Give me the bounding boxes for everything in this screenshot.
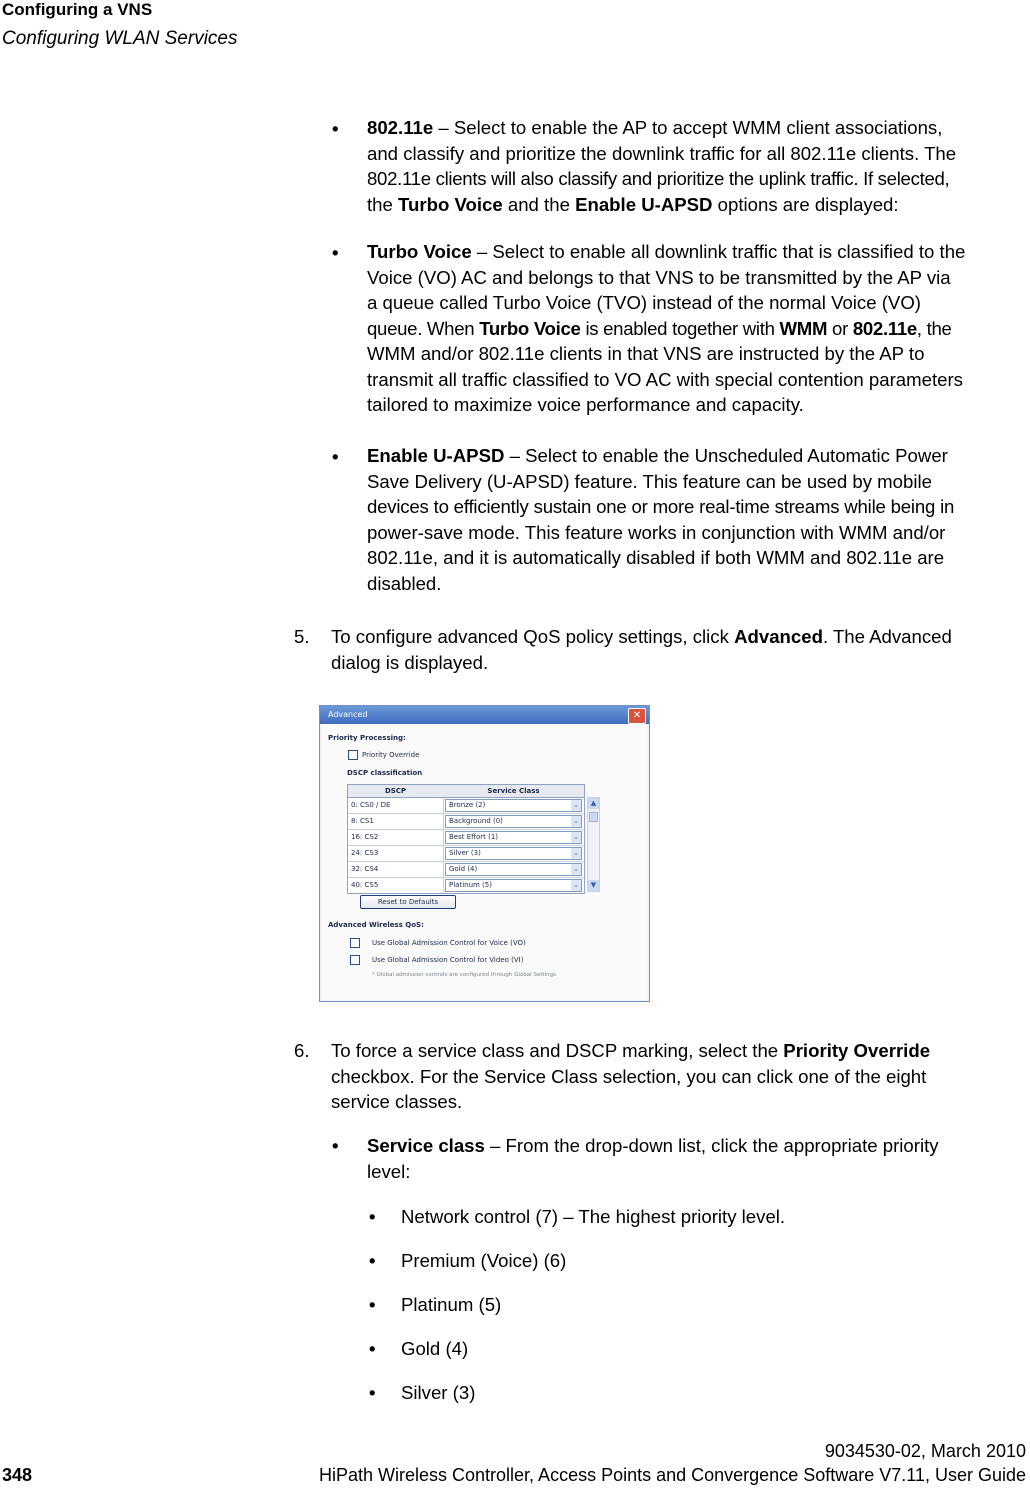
list-item-text: Platinum (5) — [401, 1294, 502, 1315]
dscp-classification-label: DSCP classification — [347, 769, 423, 777]
term-80211e: 802.11e — [852, 317, 917, 339]
text: or — [827, 317, 853, 339]
list-item-text: Premium (Voice) (6) — [401, 1250, 567, 1271]
video-admission-checkbox[interactable] — [350, 955, 360, 965]
table-header — [348, 785, 584, 798]
paragraph-service-class — [367, 1133, 1027, 1184]
dialog-titlebar — [320, 706, 649, 724]
service-class-value: Gold (4) — [449, 865, 478, 873]
service-class-value: Bronze (2) — [449, 801, 486, 809]
list-item-text: Network control (7) – The highest priority level. — [401, 1206, 786, 1227]
table-scrollbar[interactable] — [587, 797, 600, 892]
text: service classes. — [331, 1091, 463, 1112]
text: . The Advanced — [822, 626, 952, 647]
bullet-mark: • — [332, 242, 339, 263]
paragraph-enable-uapsd — [367, 443, 1027, 596]
text: Voice (VO) AC and belongs to that VNS to be transmitted by the AP via — [367, 266, 951, 288]
table-row — [348, 846, 584, 862]
col-service-class: Service Class — [487, 787, 540, 795]
dialog-body — [322, 724, 647, 1000]
bullet-mark: • — [369, 1206, 376, 1227]
bullet-mark: • — [332, 118, 339, 139]
chevron-down-icon[interactable]: ⌄ — [571, 832, 581, 843]
service-class-select[interactable] — [445, 799, 582, 812]
dscp-value: 16: CS2 — [348, 830, 444, 845]
term-advanced: Advanced — [734, 626, 823, 647]
service-class-value: Platinum (5) — [449, 881, 492, 889]
text: tailored to maximize voice performance and capacity. — [367, 394, 804, 415]
term-service-class: Service class — [367, 1135, 485, 1156]
voice-admission-label: Use Global Admission Control for Voice (VO) — [372, 939, 526, 947]
global-settings-note: * Global admission controls are configured through Global Settings — [372, 972, 557, 978]
text: Save Delivery (U-APSD) feature. This feature can be used by mobile — [367, 470, 932, 492]
text: – Select to enable all downlink traffic that is classified to the — [471, 241, 966, 262]
step-number: 6. — [294, 1040, 310, 1061]
video-admission-label: Use Global Admission Control for Video (VI) — [372, 956, 524, 964]
service-class-value: Silver (3) — [449, 849, 481, 857]
term-turbo-voice: Turbo Voice — [367, 241, 472, 262]
table-row — [348, 798, 584, 814]
text: – Select to enable the Unscheduled Automatic Power — [504, 445, 948, 466]
service-class-select[interactable] — [445, 815, 582, 828]
text: is enabled together with — [580, 317, 780, 339]
priority-override-label: Priority Override — [362, 751, 420, 759]
scroll-down-icon[interactable]: ▼ — [588, 880, 599, 891]
chevron-down-icon[interactable]: ⌄ — [571, 848, 581, 859]
list-item-text: Gold (4) — [401, 1338, 469, 1359]
step-number: 5. — [294, 626, 310, 647]
text: – Select to enable the AP to accept WMM client associations, — [433, 117, 943, 138]
text: queue. When — [367, 317, 480, 339]
priority-processing-label: Priority Processing: — [328, 734, 406, 742]
table-row — [348, 862, 584, 878]
advanced-wireless-qos-label: Advanced Wireless QoS: — [328, 921, 424, 929]
table-row — [348, 830, 584, 846]
text: transmit all traffic classified to VO AC with special contention parameters — [367, 368, 963, 390]
step-6-text — [331, 1038, 1027, 1115]
col-dscp: DSCP — [384, 787, 407, 795]
chevron-down-icon[interactable]: ⌄ — [571, 880, 581, 891]
text: and classify and prioritize the downlink traffic for all 802.11e clients. The — [367, 142, 957, 164]
voice-admission-checkbox[interactable] — [350, 938, 360, 948]
text: the — [367, 193, 399, 215]
text: level: — [367, 1160, 411, 1182]
chapter-title: Configuring a VNS — [2, 0, 153, 19]
paragraph-turbo-voice — [367, 239, 1027, 418]
bullet-mark: • — [369, 1338, 376, 1359]
text: devices to efficiently sustain one or more real-time streams while being in — [367, 496, 955, 517]
term-turbo-voice: Turbo Voice — [398, 193, 503, 215]
table-row — [348, 814, 584, 830]
term-enable-uapsd: Enable U-APSD — [575, 193, 713, 215]
dscp-table — [347, 784, 585, 894]
service-class-value: Background (0) — [449, 817, 503, 825]
chevron-down-icon[interactable]: ⌄ — [571, 864, 581, 875]
guide-title: HiPath Wireless Controller, Access Points and Convergence Software V7.11, User Guide — [318, 1465, 1026, 1485]
text: To configure advanced QoS policy settings, click — [331, 626, 735, 647]
term-turbo-voice: Turbo Voice — [479, 317, 581, 339]
text: dialog is displayed. — [331, 651, 489, 673]
service-class-select[interactable] — [445, 863, 582, 876]
section-subtitle: Configuring WLAN Services — [2, 28, 238, 49]
bullet-mark: • — [369, 1294, 376, 1315]
text: , the — [916, 317, 952, 339]
term-wmm: WMM — [779, 317, 828, 339]
text: 802.11e, and it is automatically disabled if both WMM and 802.11e are — [367, 547, 945, 568]
reset-to-defaults-button[interactable]: Reset to Defaults — [360, 895, 456, 909]
chevron-down-icon[interactable]: ⌄ — [571, 816, 581, 827]
text: disabled. — [367, 572, 442, 594]
step-5-text — [331, 624, 1027, 675]
bullet-mark: • — [332, 1135, 339, 1156]
text: power-save mode. This feature works in conjunction with WMM and/or — [367, 521, 946, 543]
service-class-select[interactable] — [445, 847, 582, 860]
text: To force a service class and DSCP marking, select the — [331, 1040, 784, 1061]
bullet-mark: • — [369, 1250, 376, 1271]
scroll-thumb[interactable] — [589, 812, 598, 822]
bullet-mark: • — [369, 1382, 376, 1403]
dscp-value: 24: CS3 — [348, 846, 444, 861]
text: a queue called Turbo Voice (TVO) instead of the normal Voice (VO) — [367, 292, 921, 313]
text: and the — [502, 193, 576, 215]
text: options are displayed: — [712, 193, 899, 215]
service-class-select[interactable] — [445, 879, 582, 892]
service-class-value: Best Effort (1) — [449, 833, 499, 841]
priority-override-checkbox[interactable] — [348, 750, 358, 760]
term-enable-uapsd: Enable U-APSD — [367, 445, 505, 466]
service-class-select[interactable] — [445, 831, 582, 844]
list-item-text: Silver (3) — [401, 1382, 476, 1403]
table-row — [348, 878, 584, 893]
dscp-value: 0: CS0 / DE — [348, 798, 444, 813]
bullet-mark: • — [332, 446, 339, 467]
text: 802.11e clients will also classify and prioritize the uplink traffic. If selected, — [367, 168, 950, 189]
close-icon[interactable]: ✕ — [628, 708, 646, 724]
advanced-dialog — [319, 705, 650, 1002]
term-priority-override: Priority Override — [783, 1040, 931, 1061]
chevron-down-icon[interactable]: ⌄ — [571, 800, 581, 811]
paragraph-80211e — [367, 115, 1027, 217]
text: – From the drop-down list, click the appropriate priority — [484, 1135, 939, 1156]
text: checkbox. For the Service Class selection, you can click one of the eight — [331, 1065, 927, 1087]
text: WMM and/or 802.11e clients in that VNS are instructed by the AP to — [367, 343, 925, 364]
dialog-title: Advanced — [328, 710, 368, 719]
dscp-value: 40: CS5 — [348, 878, 444, 893]
scroll-up-icon[interactable]: ▲ — [588, 798, 599, 809]
page-number: 348 — [2, 1465, 33, 1485]
doc-id: 9034530-02, March 2010 — [824, 1441, 1026, 1461]
dscp-value: 8: CS1 — [348, 814, 444, 829]
term-80211e: 802.11e — [367, 117, 434, 138]
dscp-value: 32: CS4 — [348, 862, 444, 877]
